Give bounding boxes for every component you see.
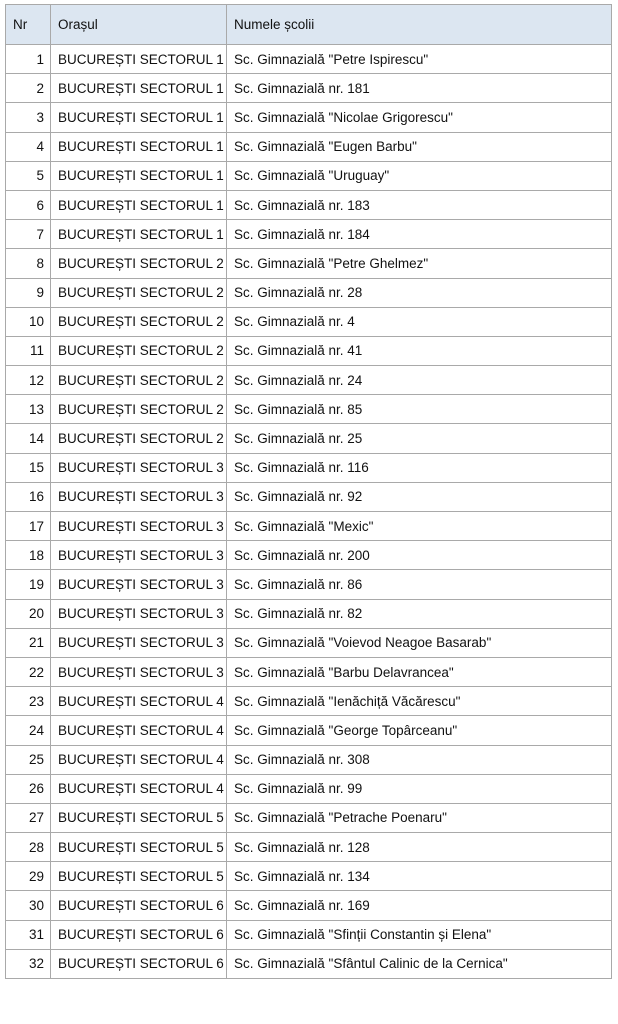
header-row — [6, 5, 612, 45]
table-row — [6, 628, 612, 657]
row-nr: 28 — [6, 833, 51, 862]
row-nr: 18 — [6, 541, 51, 570]
row-nr: 23 — [6, 687, 51, 716]
row-oras: BUCUREȘTI SECTORUL 1 — [51, 45, 227, 74]
row-oras: BUCUREȘTI SECTORUL 2 — [51, 395, 227, 424]
table-row — [6, 482, 612, 511]
row-oras: BUCUREȘTI SECTORUL 5 — [51, 862, 227, 891]
row-scoala: Sc. Gimnazială "Nicolae Grigorescu" — [227, 103, 612, 132]
row-oras: BUCUREȘTI SECTORUL 2 — [51, 249, 227, 278]
row-oras: BUCUREȘTI SECTORUL 3 — [51, 482, 227, 511]
table-row — [6, 745, 612, 774]
row-scoala: Sc. Gimnazială nr. 169 — [227, 891, 612, 920]
row-scoala: Sc. Gimnazială nr. 85 — [227, 395, 612, 424]
row-nr: 30 — [6, 891, 51, 920]
row-nr: 12 — [6, 366, 51, 395]
header-scoala: Numele școlii — [227, 5, 612, 45]
row-oras: BUCUREȘTI SECTORUL 2 — [51, 366, 227, 395]
table-row — [6, 366, 612, 395]
table-row — [6, 336, 612, 365]
row-nr: 13 — [6, 395, 51, 424]
row-scoala: Sc. Gimnazială nr. 308 — [227, 745, 612, 774]
row-oras: BUCUREȘTI SECTORUL 3 — [51, 628, 227, 657]
row-scoala: Sc. Gimnazială nr. 28 — [227, 278, 612, 307]
table-row — [6, 220, 612, 249]
row-oras: BUCUREȘTI SECTORUL 1 — [51, 161, 227, 190]
row-oras: BUCUREȘTI SECTORUL 6 — [51, 920, 227, 949]
row-nr: 3 — [6, 103, 51, 132]
row-nr: 24 — [6, 716, 51, 745]
row-scoala: Sc. Gimnazială "Sfinții Constantin și Elena" — [227, 920, 612, 949]
row-nr: 6 — [6, 190, 51, 219]
row-oras: BUCUREȘTI SECTORUL 3 — [51, 453, 227, 482]
row-oras: BUCUREȘTI SECTORUL 3 — [51, 541, 227, 570]
row-oras: BUCUREȘTI SECTORUL 4 — [51, 687, 227, 716]
table-row — [6, 949, 612, 978]
row-scoala: Sc. Gimnazială nr. 200 — [227, 541, 612, 570]
row-scoala: Sc. Gimnazială nr. 41 — [227, 336, 612, 365]
table-row — [6, 424, 612, 453]
table-row — [6, 687, 612, 716]
row-nr: 20 — [6, 599, 51, 628]
row-oras: BUCUREȘTI SECTORUL 3 — [51, 657, 227, 686]
row-oras: BUCUREȘTI SECTORUL 2 — [51, 278, 227, 307]
row-scoala: Sc. Gimnazială "George Topârceanu" — [227, 716, 612, 745]
row-scoala: Sc. Gimnazială "Petre Ispirescu" — [227, 45, 612, 74]
row-scoala: Sc. Gimnazială nr. 134 — [227, 862, 612, 891]
row-nr: 2 — [6, 74, 51, 103]
row-scoala: Sc. Gimnazială "Petre Ghelmez" — [227, 249, 612, 278]
row-scoala: Sc. Gimnazială nr. 4 — [227, 307, 612, 336]
row-oras: BUCUREȘTI SECTORUL 4 — [51, 716, 227, 745]
row-scoala: Sc. Gimnazială "Voievod Neagoe Basarab" — [227, 628, 612, 657]
row-oras: BUCUREȘTI SECTORUL 3 — [51, 599, 227, 628]
row-nr: 1 — [6, 45, 51, 74]
row-nr: 31 — [6, 920, 51, 949]
table-row — [6, 74, 612, 103]
row-nr: 14 — [6, 424, 51, 453]
row-nr: 21 — [6, 628, 51, 657]
row-scoala: Sc. Gimnazială nr. 183 — [227, 190, 612, 219]
row-nr: 17 — [6, 512, 51, 541]
row-scoala: Sc. Gimnazială "Barbu Delavrancea" — [227, 657, 612, 686]
row-oras: BUCUREȘTI SECTORUL 2 — [51, 424, 227, 453]
table-row — [6, 920, 612, 949]
row-nr: 26 — [6, 774, 51, 803]
row-scoala: Sc. Gimnazială nr. 24 — [227, 366, 612, 395]
row-oras: BUCUREȘTI SECTORUL 1 — [51, 190, 227, 219]
row-nr: 8 — [6, 249, 51, 278]
row-oras: BUCUREȘTI SECTORUL 4 — [51, 774, 227, 803]
table-row — [6, 453, 612, 482]
row-nr: 16 — [6, 482, 51, 511]
row-oras: BUCUREȘTI SECTORUL 6 — [51, 949, 227, 978]
row-oras: BUCUREȘTI SECTORUL 1 — [51, 220, 227, 249]
row-scoala: Sc. Gimnazială "Mexic" — [227, 512, 612, 541]
row-scoala: Sc. Gimnazială "Ienăchiță Văcărescu" — [227, 687, 612, 716]
table-row — [6, 657, 612, 686]
row-scoala: Sc. Gimnazială nr. 86 — [227, 570, 612, 599]
table-row — [6, 103, 612, 132]
row-oras: BUCUREȘTI SECTORUL 2 — [51, 307, 227, 336]
table-row — [6, 891, 612, 920]
row-oras: BUCUREȘTI SECTORUL 3 — [51, 570, 227, 599]
table-row — [6, 278, 612, 307]
row-scoala: Sc. Gimnazială nr. 25 — [227, 424, 612, 453]
table-row — [6, 190, 612, 219]
table-row — [6, 716, 612, 745]
table-row — [6, 862, 612, 891]
row-oras: BUCUREȘTI SECTORUL 4 — [51, 745, 227, 774]
table-row — [6, 803, 612, 832]
row-nr: 25 — [6, 745, 51, 774]
row-oras: BUCUREȘTI SECTORUL 1 — [51, 103, 227, 132]
table-row — [6, 512, 612, 541]
table-row — [6, 570, 612, 599]
table-row — [6, 161, 612, 190]
row-nr: 19 — [6, 570, 51, 599]
table-row — [6, 395, 612, 424]
header-nr: Nr — [6, 5, 51, 45]
table-row — [6, 541, 612, 570]
table-header — [6, 5, 612, 45]
table-row — [6, 599, 612, 628]
row-nr: 4 — [6, 132, 51, 161]
row-nr: 11 — [6, 336, 51, 365]
table-row — [6, 249, 612, 278]
table-row — [6, 774, 612, 803]
row-nr: 29 — [6, 862, 51, 891]
row-nr: 9 — [6, 278, 51, 307]
row-scoala: Sc. Gimnazială "Uruguay" — [227, 161, 612, 190]
table-row — [6, 833, 612, 862]
row-scoala: Sc. Gimnazială nr. 82 — [227, 599, 612, 628]
row-oras: BUCUREȘTI SECTORUL 3 — [51, 512, 227, 541]
schools-table — [5, 4, 612, 979]
row-scoala: Sc. Gimnazială "Sfântul Calinic de la Cernica" — [227, 949, 612, 978]
row-nr: 32 — [6, 949, 51, 978]
row-oras: BUCUREȘTI SECTORUL 5 — [51, 833, 227, 862]
row-scoala: Sc. Gimnazială "Petrache Poenaru" — [227, 803, 612, 832]
row-nr: 5 — [6, 161, 51, 190]
row-scoala: Sc. Gimnazială nr. 128 — [227, 833, 612, 862]
row-nr: 15 — [6, 453, 51, 482]
table-row — [6, 307, 612, 336]
row-oras: BUCUREȘTI SECTORUL 6 — [51, 891, 227, 920]
row-oras: BUCUREȘTI SECTORUL 1 — [51, 74, 227, 103]
row-nr: 7 — [6, 220, 51, 249]
table-body — [6, 45, 612, 979]
row-scoala: Sc. Gimnazială "Eugen Barbu" — [227, 132, 612, 161]
row-nr: 10 — [6, 307, 51, 336]
row-scoala: Sc. Gimnazială nr. 99 — [227, 774, 612, 803]
row-scoala: Sc. Gimnazială nr. 184 — [227, 220, 612, 249]
table-row — [6, 45, 612, 74]
row-nr: 27 — [6, 803, 51, 832]
table-row — [6, 132, 612, 161]
header-oras: Orașul — [51, 5, 227, 45]
row-scoala: Sc. Gimnazială nr. 116 — [227, 453, 612, 482]
row-oras: BUCUREȘTI SECTORUL 2 — [51, 336, 227, 365]
row-scoala: Sc. Gimnazială nr. 181 — [227, 74, 612, 103]
row-oras: BUCUREȘTI SECTORUL 5 — [51, 803, 227, 832]
row-nr: 22 — [6, 657, 51, 686]
row-oras: BUCUREȘTI SECTORUL 1 — [51, 132, 227, 161]
row-scoala: Sc. Gimnazială nr. 92 — [227, 482, 612, 511]
